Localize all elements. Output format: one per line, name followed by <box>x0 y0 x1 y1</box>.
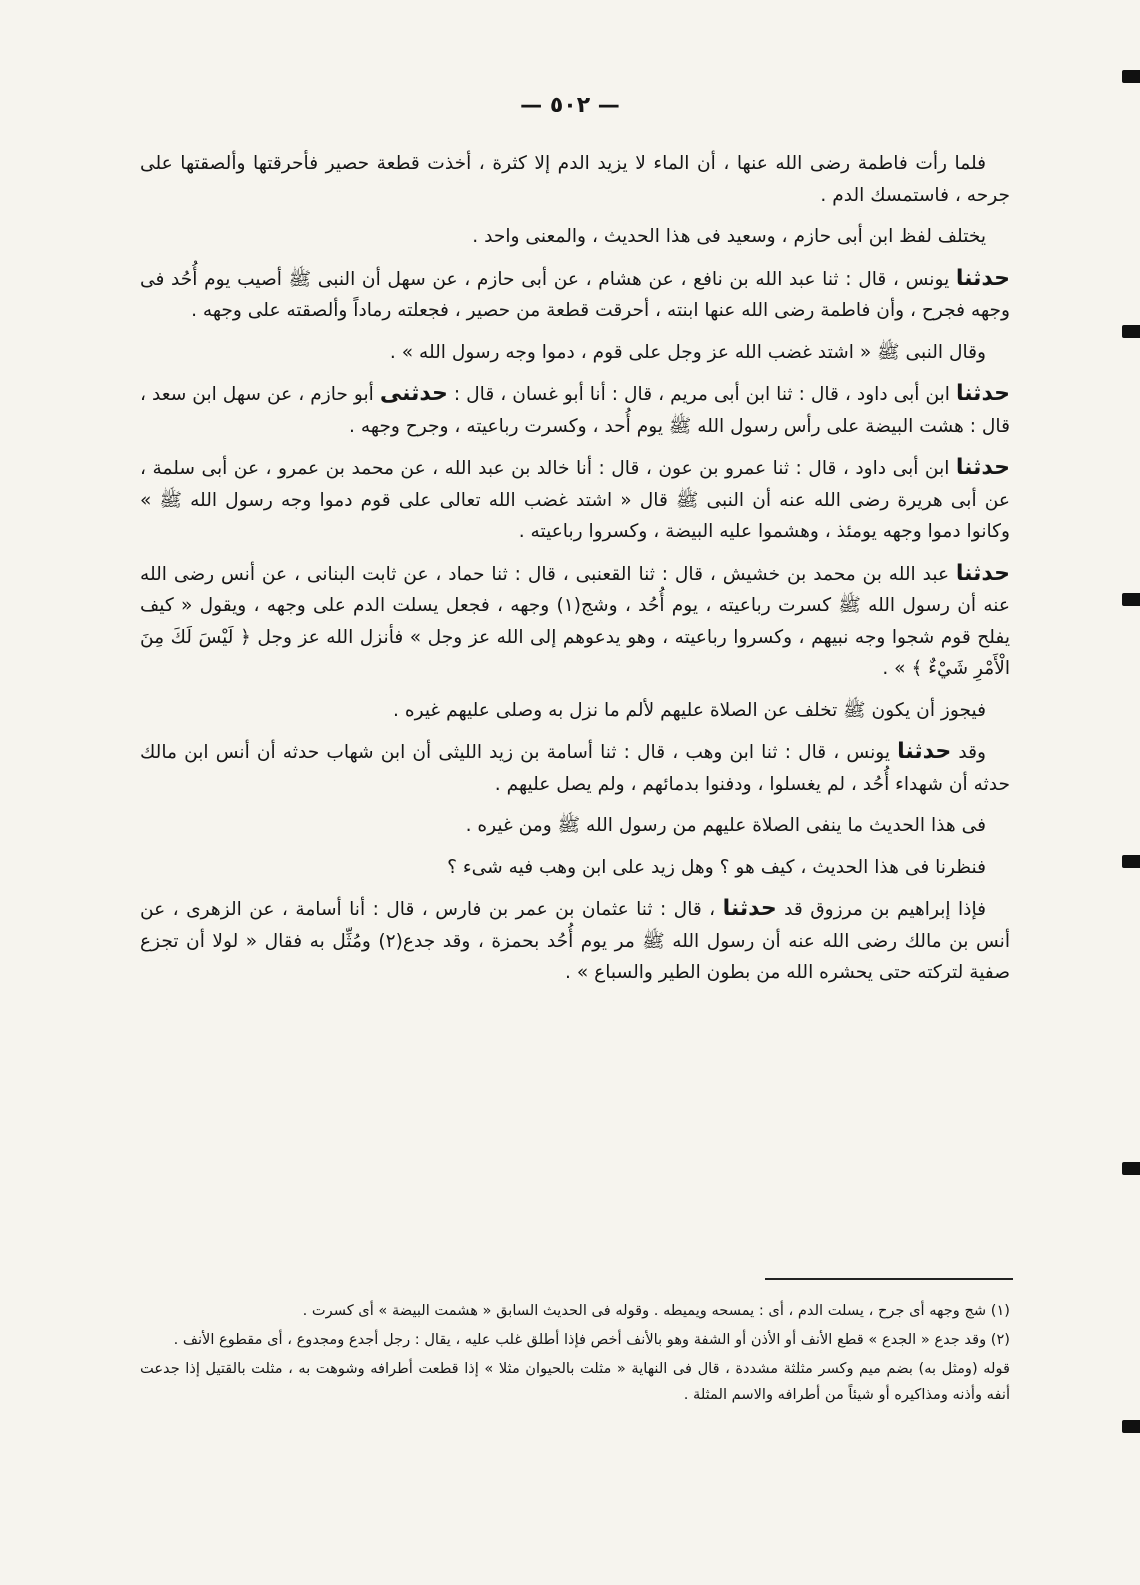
hadith-heading-word: حدثنا <box>897 739 952 764</box>
scan-edge-mark <box>1122 70 1140 83</box>
paragraph <box>140 337 1010 369</box>
paragraph <box>140 263 1010 327</box>
footnote: قوله (ومثل به) بضم ميم وكسر مثلثة مشددة ، قال فى النهاية « مثلت بالحيوان مثلا » إذا قطعت أطرافه وشوهت به ، مثلت بالقتيل إذا جدعت أنفه وأذنه ومذاكيره أو شيئاً من أطرافه والاسم المثلة . <box>140 1360 1010 1403</box>
paragraph-text: ابن أبى داود ، قال : ثنا عمرو بن عون ، قال : أنا خالد بن عبد الله ، عن محمد بن عمرو ، عن أبى سلمة ، عن أبى هريرة رضى الله عنه أن النبى ﷺ قال « اشتد غضب الله تعالى على قوم دموا وجه رسول الله ﷺ » وكانوا دموا وجهه يومئذ ، وهشموا عليه البيضة ، وكسروا رباعيته . <box>140 458 1010 542</box>
paragraph-text: فلما رأت فاطمة رضى الله عنها ، أن الماء لا يزيد الدم إلا كثرة ، أخذت قطعة حصير فأحرقتها وألصقتها على جرحه ، فاستمسك الدم . <box>140 153 1010 206</box>
hadith-heading-word: حدثنا <box>955 560 1010 586</box>
paragraph-text: فنظرنا فى هذا الحديث ، كيف هو ؟ وهل زيد على ابن وهب فيه شىء ؟ <box>447 856 986 878</box>
paragraph-text: فإذا إبراهيم بن مرزوق قد <box>776 899 986 920</box>
hadith-heading-word: حدثنا <box>955 455 1010 480</box>
scan-edge-mark <box>1122 593 1140 606</box>
scan-edge-mark <box>1122 1420 1140 1433</box>
paragraph-text: وقال النبى ﷺ « اشتد غضب الله عز وجل على قوم ، دموا وجه رسول الله » . <box>389 341 986 363</box>
paragraph-text: ابن أبى داود ، قال : ثنا ابن أبى مريم ، قال : أنا أبو غسان ، قال : <box>447 384 956 405</box>
paragraph-text: يونس ، قال : ثنا ابن وهب ، قال : ثنا أسامة بن زيد الليثى أن ابن شهاب حدثه أن أنس ابن مالك حدثه أن شهداء أُحُد ، لم يغسلوا ، ودفنوا بدمائهم ، ولم يصل عليهم . <box>140 742 1010 795</box>
paragraph <box>140 736 1010 800</box>
scan-edge-mark <box>1122 325 1140 338</box>
paragraph-text: يختلف لفظ ابن أبى حازم ، وسعيد فى هذا الحديث ، والمعنى واحد . <box>472 226 986 247</box>
footnote-divider <box>765 1278 1013 1280</box>
paragraph <box>140 852 1010 884</box>
scan-edge-mark <box>1122 1162 1140 1175</box>
paragraph-text: أبو حازم ، عن سهل ابن سعد ، قال : هشت البيضة على رأس رسول الله ﷺ يوم أُحد ، وكسرت رباعيته ، وجرح وجهه . <box>140 384 1010 437</box>
footnote: (١) شج وجهه أى جرح ، يسلت الدم ، أى : يمسحه ويميطه . وقوله فى الحديث السابق « هشمت البيضة » أى كسرت . <box>302 1302 1010 1319</box>
paragraph <box>140 221 1010 253</box>
hadith-heading-word: حدثنا <box>955 265 1010 291</box>
paragraph-text: عبد الله بن محمد بن خشيش ، قال : ثنا القعنبى ، قال : ثنا حماد ، عن ثابت البنانى ، عن أنس رضى الله عنه أن رسول الله ﷺ كسرت رباعيته ، يوم أُحُد ، وشج(١) وجهه ، فجعل يسلت الدم على وجهه ، ويقول « كيف يفلح قوم شجوا وجه نبيهم ، وكسروا رباعيته ، وهو يدعوهم إلى الله عز وجل » فأنزل الله عز وجل ﴿ لَيْسَ لَكَ مِنَ الْأَمْرِ شَيْءٌ ﴾ » . <box>140 563 1010 679</box>
paragraph <box>140 810 1010 842</box>
scan-edge-mark <box>1122 855 1140 868</box>
hadith-heading-word: حدثنا <box>722 896 777 921</box>
paragraph <box>140 893 1010 989</box>
paragraph <box>140 148 1010 211</box>
paragraph-text: وقد <box>951 742 986 763</box>
footnote: (٢) وقد جدع « الجدع » قطع الأنف أو الأذن أو الشفة وهو بالأنف أخص فإذا أطلق غلب عليه ، يقال : رجل أجدع ومجدوع ، أى مقطوع الأنف . <box>173 1331 1010 1348</box>
hadith-heading-word: حدثنى <box>379 381 448 406</box>
paragraph <box>140 452 1010 548</box>
paragraph <box>140 695 1010 727</box>
footnotes <box>140 1298 1010 1411</box>
paragraph-text: فى هذا الحديث ما ينفى الصلاة عليهم من رسول الله ﷺ ومن غيره . <box>465 815 986 836</box>
paragraph-text: فيجوز أن يكون ﷺ تخلف عن الصلاة عليهم لألم ما نزل به وصلى عليهم غيره . <box>393 699 986 721</box>
paragraph-text: ، قال : ثنا عثمان بن عمر بن فارس ، قال : أنا أسامة ، عن الزهرى ، عن أنس بن مالك رضى الله عنه أن رسول الله ﷺ مر يوم أُحُد بحمزة ، وقد جدع(٢) ومُثِّل به فقال « لولا أن تجزع صفية لتركته حتى يحشره الله من بطون الطير والسباع » . <box>140 899 1010 983</box>
hadith-heading-word: حدثنا <box>955 381 1011 406</box>
main-text <box>140 148 1010 999</box>
paragraph <box>140 558 1010 685</box>
paragraph <box>140 378 1010 442</box>
page-number: — ٥٠٢ — <box>520 93 620 118</box>
paragraph-text: يونس ، قال : ثنا عبد الله بن نافع ، عن هشام ، عن أبى حازم ، عن سهل أن النبى ﷺ أصيب يوم أُحُد فى وجهه فجرح ، وأن فاطمة رضى الله عنها ابنته ، أحرقت قطعة من حصير ، فجعلته رماداً وألصقته على وجهه . <box>140 268 1010 321</box>
